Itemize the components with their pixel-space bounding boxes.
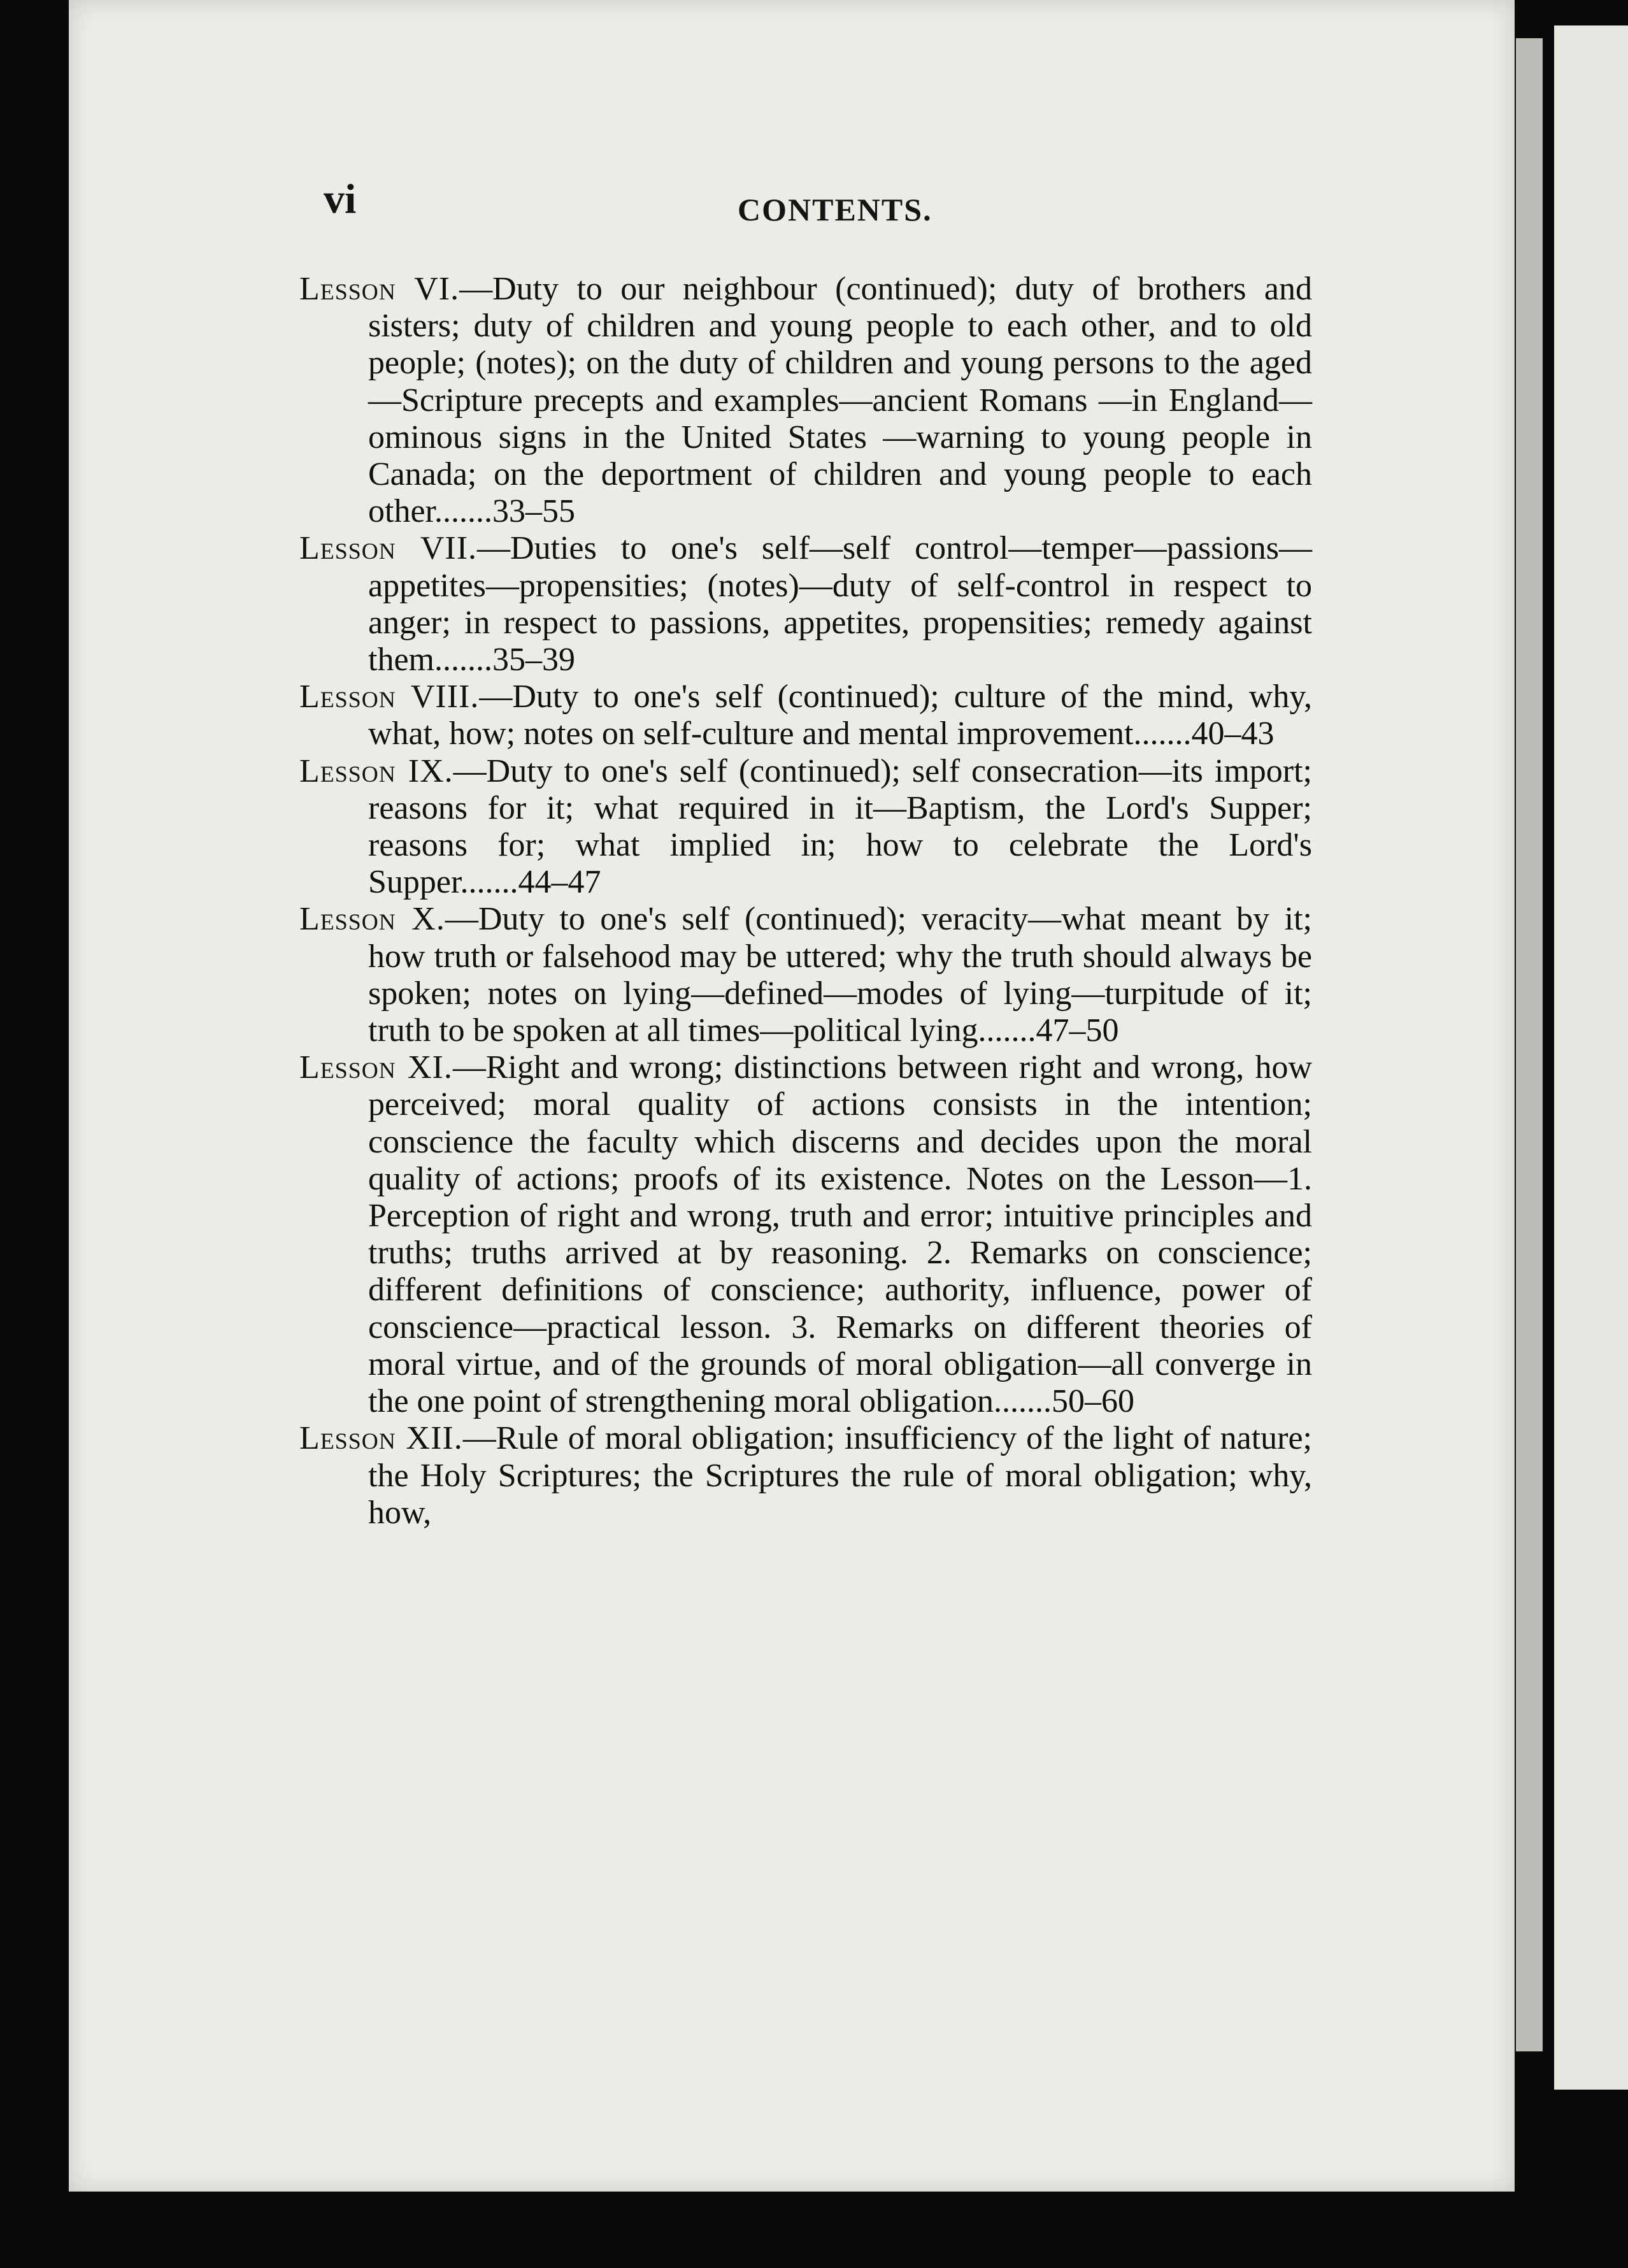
lesson-label: Lesson X. [299, 901, 445, 938]
lesson-label: Lesson VIII. [299, 678, 480, 715]
lesson-description: —Rule of moral obligation; insufficiency of the light of nature; the Holy Scriptures; the Scriptures the rule of moral obligation; why, how, [368, 1420, 1312, 1531]
toc-entry-lesson-xii [299, 1420, 1312, 1532]
lesson-label: Lesson XII. [299, 1420, 463, 1457]
page-number: vi [324, 176, 357, 222]
lesson-description: —Duty to one's self (continued); veracity—what meant by it; how truth or falsehood may be uttered; why the truth should always be spoken; notes on lying—defined—modes of lying—turpitude of it; truth to be spoken at all times—political lying [368, 901, 1312, 1049]
toc-entry-lesson-vi: Lesson VI.—Duty to our neighbour (continued); duty of brothers and sisters; duty of children and young people to each other, and to old people; (notes); on the duty of children and young persons to the aged—Scripture precepts and examples—ancient Romans —in England—ominous signs in the United States —warning to young people in Canada; on the deportment of children and young people to each other.......33–55 [299, 271, 1312, 530]
page-range: 50–60 [1052, 1383, 1135, 1420]
page-range: 40–43 [1191, 715, 1275, 752]
lesson-label: Lesson VI. [299, 271, 460, 307]
lesson-description: —Duty to one's self (continued); self consecration—its import; reasons for it; what required in it—Baptism, the Lord's Supper; reasons for; what implied in; how to celebrate the Lord's Supper [368, 752, 1312, 901]
lesson-description: —Duty to our neighbour (continued); duty of brothers and sisters; duty of children and young people to each other, and to old people; (notes); on the duty of children and young persons to the aged—Scripture precepts and examples—ancient Romans —in England—ominous signs in the United States —warning to young people in Canada; on the deportment of children and young people to each other [368, 271, 1312, 530]
page-range: 33–55 [492, 493, 575, 530]
facing-page-edge [1554, 25, 1628, 2090]
lesson-description: —Duties to one's self—self control—temper—passions—appetites—propensities; (notes)—duty of self-control in respect to anger; in respect to passions, appetites, propensities; remedy against them [368, 530, 1312, 678]
table-of-contents [299, 271, 1312, 1532]
lesson-label: Lesson IX. [299, 752, 453, 789]
page-range: 35–39 [492, 642, 575, 678]
lesson-label: Lesson VII. [299, 530, 478, 567]
lesson-label: Lesson XI. [299, 1049, 453, 1086]
toc-entry-lesson-ix: Lesson IX.—Duty to one's self (continued); self consecration—its import; reasons for it; what required in it—Baptism, the Lord's Supper; reasons for; what implied in; how to celebrate the Lord's Supper.......44–47 [299, 752, 1312, 901]
toc-entry-lesson-xi: Lesson XI.—Right and wrong; distinctions between right and wrong, how perceived; moral quality of actions consists in the intention; conscience the faculty which discerns and decides upon the moral quality of actions; proofs of its existence. Notes on the Lesson—1. Perception of right and wrong, truth and error; intuitive principles and truths; truths arrived at by reasoning. 2. Remarks on conscience; different definitions of conscience; authority, influence, power of conscience—practical lesson. 3. Remarks on different theories of moral virtue, and of the grounds of moral obligation—all converge in the one point of strengthening moral obligation.......50–60 [299, 1049, 1312, 1420]
page-range: 47–50 [1036, 1012, 1119, 1049]
book-gutter [1516, 38, 1543, 2051]
toc-entry-lesson-viii: Lesson VIII.—Duty to one's self (continued); culture of the mind, why, what, how; notes on self-culture and mental improvement.......40–43 [299, 678, 1312, 752]
toc-entry-lesson-vii: Lesson VII.—Duties to one's self—self control—temper—passions—appetites—propensities; (notes)—duty of self-control in respect to anger; in respect to passions, appetites, propensities; remedy against them.......35–39 [299, 530, 1312, 678]
page-range: 44–47 [518, 864, 601, 901]
lesson-description: —Duty to one's self (continued); culture of the mind, why, what, how; notes on self-culture and mental improvement [368, 678, 1312, 752]
toc-entry-lesson-x: Lesson X.—Duty to one's self (continued); veracity—what meant by it; how truth or falsehood may be uttered; why the truth should always be spoken; notes on lying—defined—modes of lying—turpitude of it; truth to be spoken at all times—political lying.......47–50 [299, 901, 1312, 1049]
running-head-title: CONTENTS. [738, 192, 932, 227]
lesson-description: —Right and wrong; distinctions between right and wrong, how perceived; moral quality of actions consists in the intention; conscience the faculty which discerns and decides upon the moral quality of actions; proofs of its existence. Notes on the Lesson—1. Perception of right and wrong, truth and error; intuitive principles and truths; truths arrived at by reasoning. 2. Remarks on conscience; different definitions of conscience; authority, influence, power of conscience—practical lesson. 3. Remarks on different theories of moral virtue, and of the grounds of moral obligation—all converge in the one point of strengthening moral obligation [368, 1049, 1312, 1420]
